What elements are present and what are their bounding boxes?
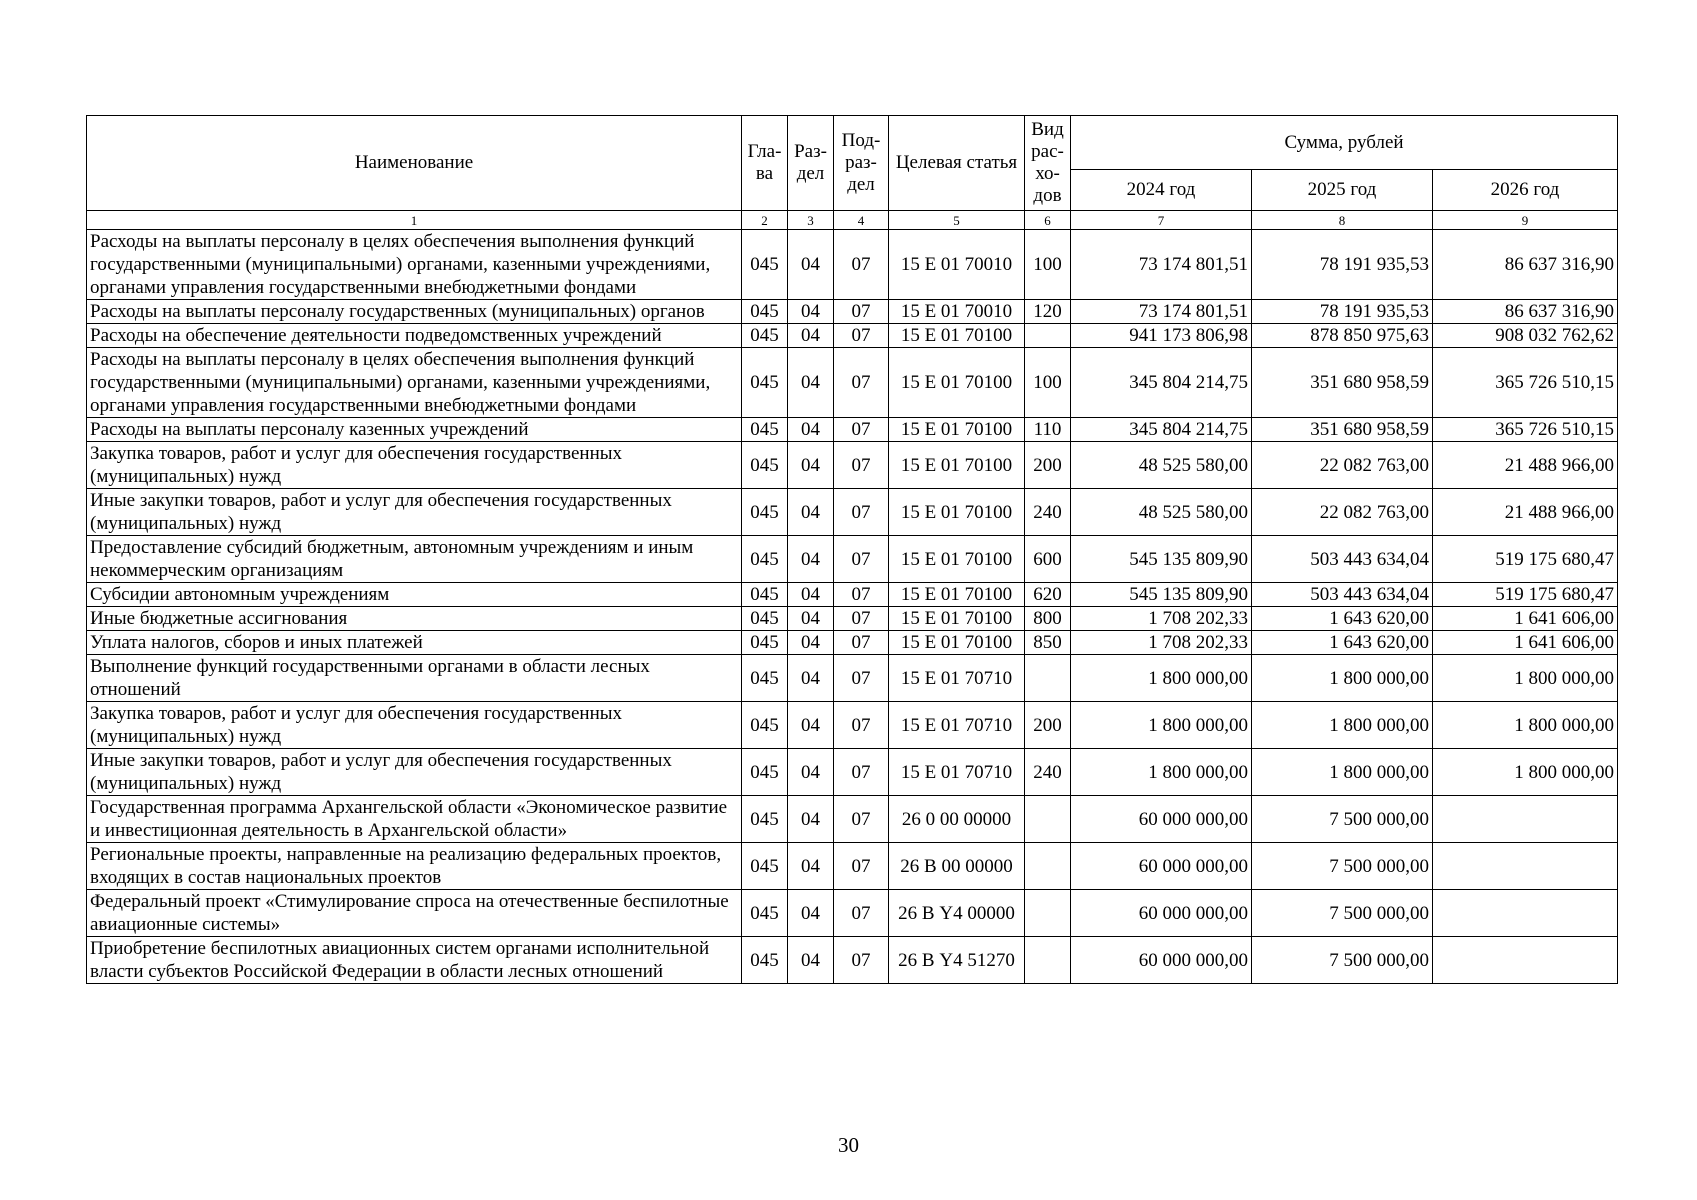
row-chapter: 045: [742, 489, 788, 536]
row-sum-2026: 908 032 762,62: [1433, 324, 1618, 348]
table-row: [87, 937, 1618, 984]
row-chapter: 045: [742, 890, 788, 937]
row-sum-2024: 545 135 809,90: [1071, 583, 1252, 607]
row-section: 04: [788, 489, 834, 536]
row-target-article: 15 Е 01 70710: [889, 655, 1025, 702]
row-expense-type: [1025, 796, 1071, 843]
row-sum-2025: 22 082 763,00: [1252, 442, 1433, 489]
row-chapter: 045: [742, 749, 788, 796]
row-sum-2025: 7 500 000,00: [1252, 937, 1433, 984]
row-chapter: 045: [742, 631, 788, 655]
row-sum-2025: 7 500 000,00: [1252, 796, 1433, 843]
row-sum-2024: 60 000 000,00: [1071, 843, 1252, 890]
row-sum-2025: 351 680 958,59: [1252, 418, 1433, 442]
row-sum-2025: 878 850 975,63: [1252, 324, 1433, 348]
row-sum-2024: 941 173 806,98: [1071, 324, 1252, 348]
table-row: [87, 890, 1618, 937]
row-name: Закупка товаров, работ и услуг для обеспечения государственных (муниципальных) нужд: [87, 702, 742, 749]
row-name: Региональные проекты, направленные на реализацию федеральных проектов, входящих в состав национальных проектов: [87, 843, 742, 890]
row-section: 04: [788, 607, 834, 631]
row-subsection: 07: [834, 442, 889, 489]
row-target-article: 15 Е 01 70100: [889, 418, 1025, 442]
row-name: Иные закупки товаров, работ и услуг для обеспечения государственных (муниципальных) нужд: [87, 489, 742, 536]
header-name: Наименование: [87, 116, 742, 211]
row-name: Иные бюджетные ассигнования: [87, 607, 742, 631]
column-number-row: [87, 211, 1618, 230]
row-subsection: 07: [834, 937, 889, 984]
row-name: Государственная программа Архангельской области «Экономическое развитие и инвестиционная деятельность в Архангельской области»: [87, 796, 742, 843]
row-section: 04: [788, 702, 834, 749]
column-number: 7: [1071, 211, 1252, 230]
row-target-article: 26 В Y4 51270: [889, 937, 1025, 984]
row-name: Закупка товаров, работ и услуг для обеспечения государственных (муниципальных) нужд: [87, 442, 742, 489]
row-chapter: 045: [742, 324, 788, 348]
row-sum-2025: 1 800 000,00: [1252, 655, 1433, 702]
header-expense-type: Вид рас- хо- дов: [1025, 116, 1071, 211]
row-section: 04: [788, 583, 834, 607]
header-subsection: Под- раз- дел: [834, 116, 889, 211]
row-sum-2024: 1 800 000,00: [1071, 702, 1252, 749]
row-target-article: 26 В Y4 00000: [889, 890, 1025, 937]
row-chapter: 045: [742, 702, 788, 749]
row-sum-2024: 48 525 580,00: [1071, 442, 1252, 489]
row-name: Расходы на выплаты персоналу в целях обеспечения выполнения функций государственными (муниципальными) органами, казенными учреждениями, органами управления государственными внебюджетными фондами: [87, 348, 742, 418]
row-section: 04: [788, 937, 834, 984]
table-row: [87, 583, 1618, 607]
row-sum-2026: 21 488 966,00: [1433, 442, 1618, 489]
row-sum-2025: 7 500 000,00: [1252, 890, 1433, 937]
table-row: [87, 418, 1618, 442]
row-target-article: 15 Е 01 70100: [889, 442, 1025, 489]
row-sum-2024: 1 708 202,33: [1071, 607, 1252, 631]
row-expense-type: 100: [1025, 230, 1071, 300]
row-section: 04: [788, 418, 834, 442]
row-expense-type: 200: [1025, 702, 1071, 749]
row-sum-2025: 503 443 634,04: [1252, 583, 1433, 607]
row-sum-2025: 351 680 958,59: [1252, 348, 1433, 418]
row-sum-2025: 503 443 634,04: [1252, 536, 1433, 583]
row-sum-2024: 1 800 000,00: [1071, 749, 1252, 796]
row-subsection: 07: [834, 300, 889, 324]
table-row: [87, 348, 1618, 418]
table-row: [87, 442, 1618, 489]
row-name: Приобретение беспилотных авиационных систем органами исполнительной власти субъектов Российской Федерации в области лесных отношений: [87, 937, 742, 984]
row-name: Выполнение функций государственными органами в области лесных отношений: [87, 655, 742, 702]
row-section: 04: [788, 796, 834, 843]
row-chapter: 045: [742, 230, 788, 300]
row-sum-2026: 1 800 000,00: [1433, 702, 1618, 749]
row-subsection: 07: [834, 489, 889, 536]
table-body: [87, 230, 1618, 984]
row-target-article: 15 Е 01 70710: [889, 749, 1025, 796]
table-row: [87, 796, 1618, 843]
row-expense-type: [1025, 890, 1071, 937]
row-sum-2026: [1433, 937, 1618, 984]
table-row: [87, 324, 1618, 348]
row-section: 04: [788, 324, 834, 348]
row-sum-2025: 22 082 763,00: [1252, 489, 1433, 536]
header-chapter: Гла- ва: [742, 116, 788, 211]
column-number: 2: [742, 211, 788, 230]
row-sum-2026: 519 175 680,47: [1433, 536, 1618, 583]
row-section: 04: [788, 890, 834, 937]
row-expense-type: 200: [1025, 442, 1071, 489]
table-row: [87, 749, 1618, 796]
row-sum-2025: 78 191 935,53: [1252, 230, 1433, 300]
table-row: [87, 631, 1618, 655]
row-target-article: 15 Е 01 70100: [889, 536, 1025, 583]
row-sum-2024: 48 525 580,00: [1071, 489, 1252, 536]
row-name: Расходы на выплаты персоналу государственных (муниципальных) органов: [87, 300, 742, 324]
row-sum-2026: 86 637 316,90: [1433, 300, 1618, 324]
row-section: 04: [788, 749, 834, 796]
row-expense-type: 600: [1025, 536, 1071, 583]
row-chapter: 045: [742, 418, 788, 442]
row-sum-2026: 86 637 316,90: [1433, 230, 1618, 300]
row-expense-type: 120: [1025, 300, 1071, 324]
row-name: Иные закупки товаров, работ и услуг для обеспечения государственных (муниципальных) нужд: [87, 749, 742, 796]
row-expense-type: [1025, 324, 1071, 348]
table-row: [87, 300, 1618, 324]
table-row: [87, 536, 1618, 583]
page-number: 30: [838, 1133, 859, 1157]
row-subsection: 07: [834, 702, 889, 749]
row-expense-type: [1025, 937, 1071, 984]
row-sum-2026: [1433, 796, 1618, 843]
row-chapter: 045: [742, 583, 788, 607]
column-number: 9: [1433, 211, 1618, 230]
row-subsection: 07: [834, 749, 889, 796]
column-number: 6: [1025, 211, 1071, 230]
row-target-article: 15 Е 01 70100: [889, 583, 1025, 607]
row-sum-2024: 60 000 000,00: [1071, 937, 1252, 984]
row-name: Уплата налогов, сборов и иных платежей: [87, 631, 742, 655]
row-section: 04: [788, 300, 834, 324]
row-subsection: 07: [834, 230, 889, 300]
row-expense-type: 240: [1025, 749, 1071, 796]
row-target-article: 15 Е 01 70010: [889, 230, 1025, 300]
row-subsection: 07: [834, 631, 889, 655]
header-sum: Сумма, рублей: [1071, 116, 1618, 170]
row-section: 04: [788, 348, 834, 418]
row-chapter: 045: [742, 937, 788, 984]
row-sum-2024: 345 804 214,75: [1071, 348, 1252, 418]
row-target-article: 26 В 00 00000: [889, 843, 1025, 890]
table-row: [87, 489, 1618, 536]
row-subsection: 07: [834, 843, 889, 890]
row-target-article: 15 Е 01 70100: [889, 348, 1025, 418]
row-section: 04: [788, 655, 834, 702]
row-target-article: 15 Е 01 70710: [889, 702, 1025, 749]
row-name: Расходы на выплаты персоналу казенных учреждений: [87, 418, 742, 442]
row-section: 04: [788, 230, 834, 300]
row-sum-2024: 60 000 000,00: [1071, 890, 1252, 937]
header-year-2026: 2026 год: [1433, 170, 1618, 211]
table-row: [87, 702, 1618, 749]
table-row: [87, 230, 1618, 300]
row-subsection: 07: [834, 324, 889, 348]
table-row: [87, 655, 1618, 702]
column-number: 8: [1252, 211, 1433, 230]
row-sum-2025: 1 643 620,00: [1252, 607, 1433, 631]
row-sum-2024: 73 174 801,51: [1071, 230, 1252, 300]
row-name: Субсидии автономным учреждениям: [87, 583, 742, 607]
row-sum-2024: 345 804 214,75: [1071, 418, 1252, 442]
row-sum-2026: [1433, 843, 1618, 890]
row-target-article: 26 0 00 00000: [889, 796, 1025, 843]
row-chapter: 045: [742, 655, 788, 702]
row-target-article: 15 Е 01 70100: [889, 631, 1025, 655]
row-sum-2024: 545 135 809,90: [1071, 536, 1252, 583]
row-chapter: 045: [742, 843, 788, 890]
row-sum-2025: 1 643 620,00: [1252, 631, 1433, 655]
row-name: Расходы на обеспечение деятельности подведомственных учреждений: [87, 324, 742, 348]
row-chapter: 045: [742, 536, 788, 583]
row-subsection: 07: [834, 348, 889, 418]
budget-table: [86, 115, 1618, 984]
row-chapter: 045: [742, 442, 788, 489]
row-sum-2024: 73 174 801,51: [1071, 300, 1252, 324]
row-section: 04: [788, 442, 834, 489]
row-expense-type: [1025, 843, 1071, 890]
header-year-2024: 2024 год: [1071, 170, 1252, 211]
row-expense-type: [1025, 655, 1071, 702]
row-sum-2026: 1 800 000,00: [1433, 655, 1618, 702]
row-chapter: 045: [742, 796, 788, 843]
table-row: [87, 843, 1618, 890]
header-target-article: Целевая статья: [889, 116, 1025, 211]
row-sum-2024: 60 000 000,00: [1071, 796, 1252, 843]
row-subsection: 07: [834, 607, 889, 631]
row-sum-2025: 7 500 000,00: [1252, 843, 1433, 890]
row-sum-2026: 1 800 000,00: [1433, 749, 1618, 796]
row-expense-type: 110: [1025, 418, 1071, 442]
table-row: [87, 607, 1618, 631]
row-subsection: 07: [834, 583, 889, 607]
row-chapter: 045: [742, 607, 788, 631]
row-target-article: 15 Е 01 70010: [889, 300, 1025, 324]
column-number: 4: [834, 211, 889, 230]
row-sum-2026: [1433, 890, 1618, 937]
row-name: Предоставление субсидий бюджетным, автономным учреждениям и иным некоммерческим организациям: [87, 536, 742, 583]
row-sum-2026: 365 726 510,15: [1433, 348, 1618, 418]
row-sum-2026: 1 641 606,00: [1433, 607, 1618, 631]
row-section: 04: [788, 843, 834, 890]
row-expense-type: 800: [1025, 607, 1071, 631]
column-number: 3: [788, 211, 834, 230]
header-section: Раз- дел: [788, 116, 834, 211]
table-header: [87, 116, 1618, 230]
row-chapter: 045: [742, 348, 788, 418]
row-sum-2025: 1 800 000,00: [1252, 702, 1433, 749]
row-sum-2026: 21 488 966,00: [1433, 489, 1618, 536]
row-sum-2026: 1 641 606,00: [1433, 631, 1618, 655]
row-sum-2025: 78 191 935,53: [1252, 300, 1433, 324]
row-sum-2024: 1 708 202,33: [1071, 631, 1252, 655]
row-target-article: 15 Е 01 70100: [889, 489, 1025, 536]
row-expense-type: 850: [1025, 631, 1071, 655]
row-sum-2024: 1 800 000,00: [1071, 655, 1252, 702]
row-sum-2026: 519 175 680,47: [1433, 583, 1618, 607]
row-section: 04: [788, 631, 834, 655]
row-subsection: 07: [834, 890, 889, 937]
row-chapter: 045: [742, 300, 788, 324]
row-expense-type: 240: [1025, 489, 1071, 536]
row-subsection: 07: [834, 418, 889, 442]
column-number: 1: [87, 211, 742, 230]
column-number: 5: [889, 211, 1025, 230]
header-year-2025: 2025 год: [1252, 170, 1433, 211]
row-sum-2025: 1 800 000,00: [1252, 749, 1433, 796]
row-subsection: 07: [834, 536, 889, 583]
row-subsection: 07: [834, 796, 889, 843]
row-section: 04: [788, 536, 834, 583]
row-target-article: 15 Е 01 70100: [889, 324, 1025, 348]
row-sum-2026: 365 726 510,15: [1433, 418, 1618, 442]
row-target-article: 15 Е 01 70100: [889, 607, 1025, 631]
row-name: Федеральный проект «Стимулирование спроса на отечественные беспилотные авиационные системы»: [87, 890, 742, 937]
row-subsection: 07: [834, 655, 889, 702]
row-expense-type: 620: [1025, 583, 1071, 607]
row-expense-type: 100: [1025, 348, 1071, 418]
row-name: Расходы на выплаты персоналу в целях обеспечения выполнения функций государственными (муниципальными) органами, казенными учреждениями, органами управления государственными внебюджетными фондами: [87, 230, 742, 300]
